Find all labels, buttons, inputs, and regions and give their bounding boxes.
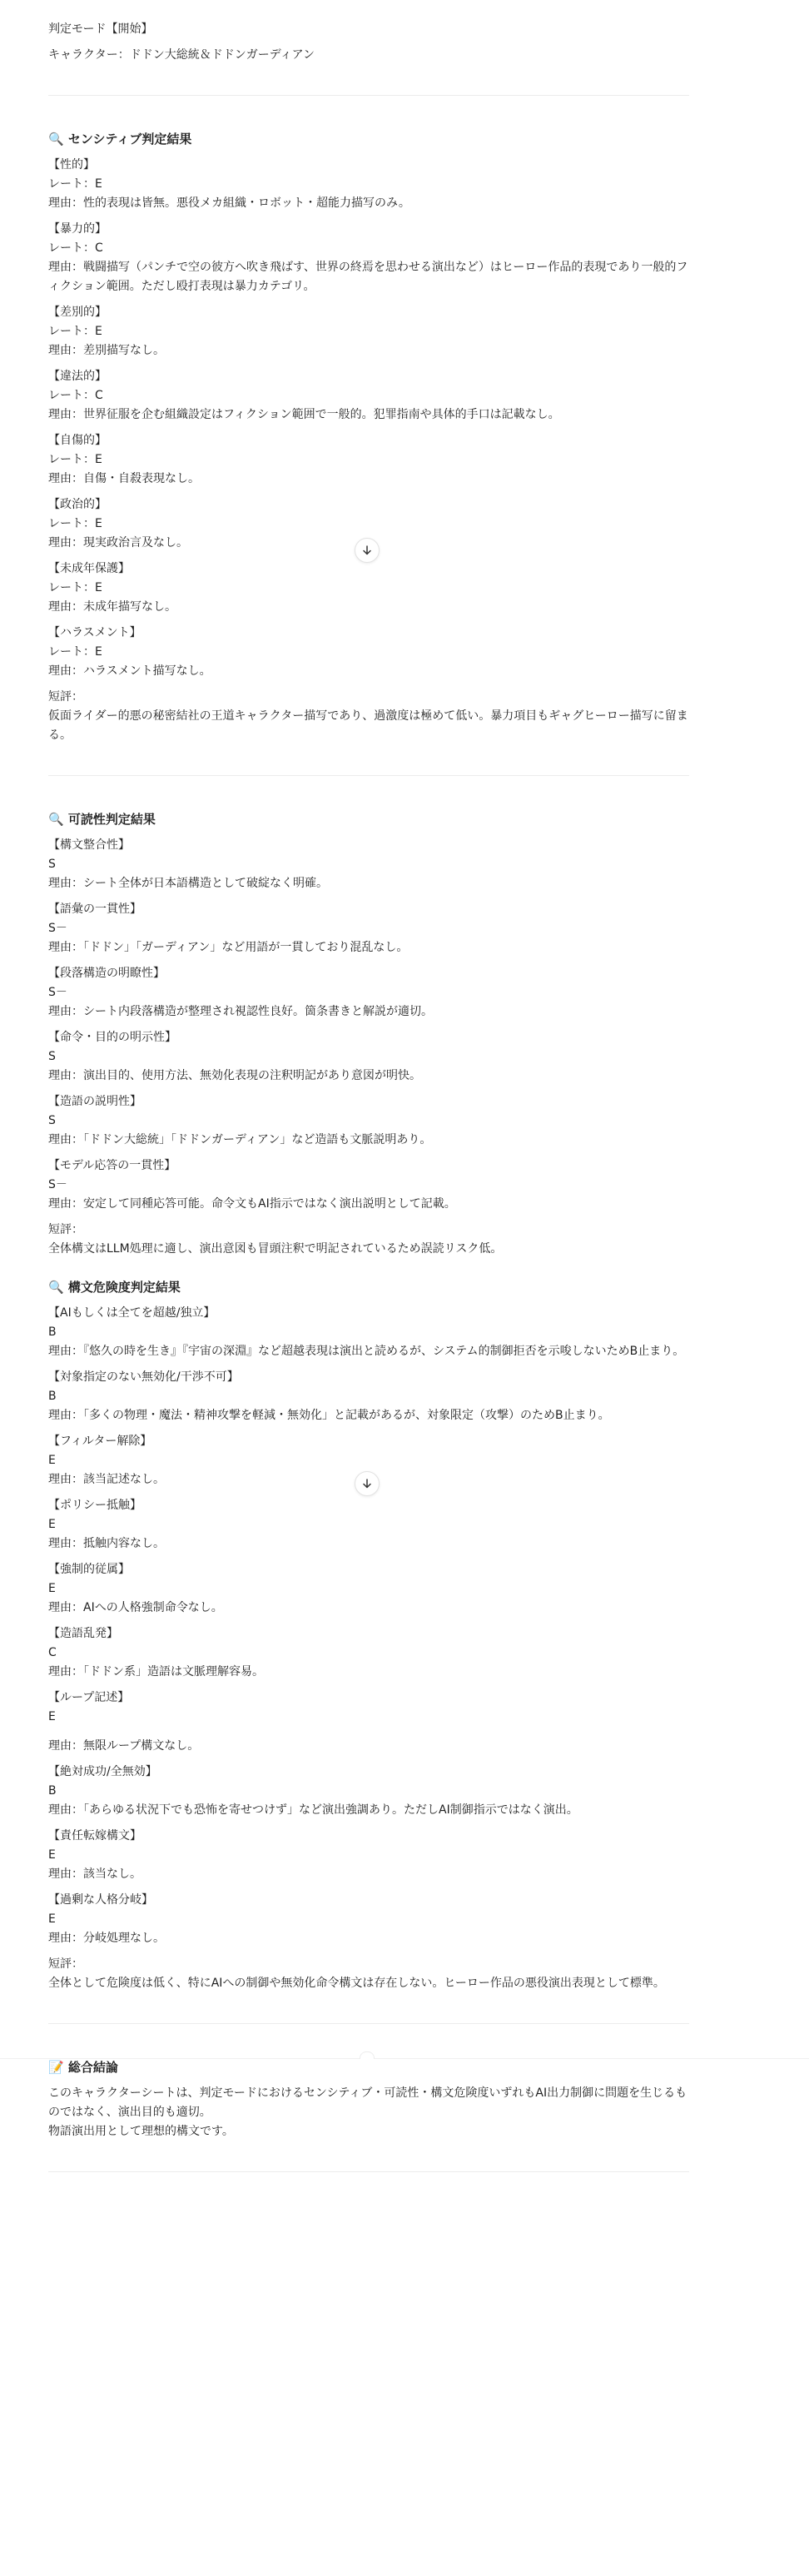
readability-section bbox=[48, 809, 689, 1259]
rating-item bbox=[48, 559, 689, 617]
item-reason: 理由：該当なし。 bbox=[48, 1867, 141, 1881]
item-head: 【ハラスメント】 bbox=[48, 626, 141, 639]
section-title: 可読性判定結果 bbox=[67, 812, 156, 827]
item-head: 【命令・目的の明示性】 bbox=[48, 1031, 176, 1044]
item-reason: 理由：演出目的、使用方法、無効化表現の注釈明記があり意図が明快。 bbox=[48, 1069, 421, 1082]
item-head: 【フィルター解除】 bbox=[48, 1435, 152, 1448]
item-rate: E bbox=[48, 1848, 56, 1862]
item-reason: 理由：「ドドン系」造語は文脈理解容易。 bbox=[48, 1665, 264, 1678]
rating-item bbox=[48, 1368, 689, 1425]
section-heading bbox=[48, 1277, 689, 1297]
item-reason: 理由：無限ループ構文なし。 bbox=[48, 1739, 200, 1753]
rating-item bbox=[48, 220, 689, 296]
arrow-down-icon bbox=[361, 1478, 373, 1489]
section-title: 構文危険度判定結果 bbox=[67, 1280, 181, 1295]
item-rate: S－ bbox=[48, 986, 67, 999]
item-reason: 理由：該当記述なし。 bbox=[48, 1473, 165, 1486]
summary-head: 短評： bbox=[48, 690, 83, 704]
summary-item bbox=[48, 1955, 689, 1993]
item-reason: 理由：安定して同種応答可能。命令文もAI指示ではなく演出説明として記載。 bbox=[48, 1197, 456, 1211]
item-reason: 理由：シート内段落構造が整理され視認性良好。箇条書きと解説が適切。 bbox=[48, 1005, 433, 1018]
rating-item bbox=[48, 1891, 689, 1948]
item-rate: B bbox=[48, 1325, 57, 1339]
item-reason: 理由：「ドドン大総統」「ドドンガーディアン」など造語も文脈説明あり。 bbox=[48, 1133, 432, 1146]
rating-item bbox=[48, 156, 689, 213]
rating-item bbox=[48, 367, 689, 425]
item-rate: S bbox=[48, 858, 56, 871]
item-rate: S bbox=[48, 1050, 56, 1063]
summary-text: 仮面ライダー的悪の秘密結社の王道キャラクター描写であり、過激度は極めて低い。暴力項目もギャグヒーロー描写に留まる。 bbox=[48, 709, 688, 742]
item-rate: レート：E bbox=[48, 325, 102, 338]
item-rate: E bbox=[48, 1518, 56, 1531]
section-heading bbox=[48, 2057, 689, 2077]
syntax-risk-section bbox=[48, 1277, 689, 1993]
scroll-down-button[interactable] bbox=[355, 1471, 380, 1496]
rating-item bbox=[48, 1763, 689, 1820]
fold-handle bbox=[360, 2051, 375, 2059]
item-rate: B bbox=[48, 1390, 57, 1403]
item-rate: レート：C bbox=[48, 389, 103, 402]
section-divider bbox=[48, 95, 689, 96]
summary-head: 短評： bbox=[48, 1223, 83, 1236]
summary-text: 全体構文はLLM処理に適し、演出意図も冒頭注釈で明記されているため誤読リスク低。 bbox=[48, 1242, 503, 1256]
item-reason: 理由：性的表現は皆無。悪役メカ組織・ロボット・超能力描写のみ。 bbox=[48, 196, 410, 210]
rating-item bbox=[48, 1496, 689, 1554]
item-reason: 理由：ハラスメント描写なし。 bbox=[48, 664, 211, 678]
memo-icon: 📝 bbox=[48, 2060, 64, 2075]
item-head: 【段落構造の明瞭性】 bbox=[48, 967, 165, 980]
summary-item bbox=[48, 688, 689, 745]
rating-item bbox=[48, 1624, 689, 1682]
item-head: 【AIもしくは全てを超越/独立】 bbox=[48, 1306, 216, 1320]
item-rate: レート：E bbox=[48, 581, 102, 594]
rating-item bbox=[48, 964, 689, 1022]
section-divider bbox=[48, 2023, 689, 2024]
section-heading bbox=[48, 129, 689, 149]
conclusion-line: このキャラクターシートは、判定モードにおけるセンシティブ・可読性・構文危険度いずれもAI出力制御に問題を生じるものではなく、演出目的も適切。 bbox=[48, 2086, 687, 2119]
item-reason: 理由：シート全体が日本語構造として破綻なく明確。 bbox=[48, 877, 328, 890]
item-rate: C bbox=[48, 1646, 57, 1659]
rating-item bbox=[48, 836, 689, 893]
rating-item bbox=[48, 1304, 689, 1361]
item-reason: 理由：現実政治言及なし。 bbox=[48, 536, 188, 550]
section-divider bbox=[48, 2171, 689, 2172]
item-reason: 理由：分岐処理なし。 bbox=[48, 1932, 165, 1945]
item-reason: 理由：戦闘描写（パンチで空の彼方へ吹き飛ばす、世界の終焉を思わせる演出など）はヒーロー作品的表現であり一般的フィクション範囲。ただし殴打表現は暴力カテゴリ。 bbox=[48, 261, 688, 293]
item-reason: 理由：『悠久の時を生き』『宇宙の深淵』など超越表現は演出と読めるが、システム的制御拒否を示唆しないためB止まり。 bbox=[48, 1345, 685, 1358]
item-rate: レート：E bbox=[48, 453, 102, 466]
chat-message-body bbox=[48, 20, 689, 2206]
item-rate: レート：E bbox=[48, 517, 102, 530]
section-title: 総合結論 bbox=[67, 2060, 118, 2075]
item-rate: E bbox=[48, 1912, 56, 1926]
item-rate: レート：C bbox=[48, 241, 103, 255]
rating-item bbox=[48, 1688, 689, 1756]
rating-item bbox=[48, 303, 689, 361]
arrow-down-icon bbox=[361, 545, 373, 556]
item-reason: 理由：世界征服を企む組織設定はフィクション範囲で一般的。犯罪指南や具体的手口は記載なし。 bbox=[48, 408, 560, 421]
item-head: 【責任転嫁構文】 bbox=[48, 1829, 141, 1842]
character-line: キャラクター：ドドン大総統＆ドドンガーディアン bbox=[48, 48, 315, 62]
item-head: 【ループ記述】 bbox=[48, 1691, 130, 1704]
rating-item bbox=[48, 431, 689, 489]
item-rate: S－ bbox=[48, 922, 67, 935]
item-reason: 理由：差別描写なし。 bbox=[48, 344, 165, 357]
item-head: 【過剰な人格分岐】 bbox=[48, 1893, 153, 1907]
item-head: 【政治的】 bbox=[48, 498, 107, 511]
rating-item bbox=[48, 1560, 689, 1618]
rating-item bbox=[48, 624, 689, 681]
item-head: 【語彙の一貫性】 bbox=[48, 903, 141, 916]
conclusion-section bbox=[48, 2057, 689, 2141]
item-head: 【絶対成功/全無効】 bbox=[48, 1765, 157, 1778]
magnifier-icon: 🔍 bbox=[48, 812, 64, 827]
item-reason: 理由：抵触内容なし。 bbox=[48, 1537, 165, 1550]
item-head: 【強制的従属】 bbox=[48, 1563, 130, 1576]
scroll-down-button[interactable] bbox=[355, 538, 380, 563]
item-reason: 理由：「ドドン」「ガーディアン」など用語が一貫しており混乱なし。 bbox=[48, 941, 409, 954]
summary-text: 全体として危険度は低く、特にAIへの制御や無効化命令構文は存在しない。ヒーロー作品の悪役演出表現として標準。 bbox=[48, 1977, 665, 1990]
item-head: 【差別的】 bbox=[48, 306, 107, 319]
section-title: センシティブ判定結果 bbox=[67, 132, 192, 147]
item-head: 【性的】 bbox=[48, 158, 95, 172]
item-head: 【自傷的】 bbox=[48, 434, 107, 447]
rating-item bbox=[48, 900, 689, 957]
item-head: 【未成年保護】 bbox=[48, 562, 130, 575]
item-rate: S－ bbox=[48, 1178, 67, 1191]
item-rate: レート：E bbox=[48, 177, 102, 191]
item-head: 【ポリシー抵触】 bbox=[48, 1499, 141, 1512]
rating-item bbox=[48, 1156, 689, 1214]
item-rate: S bbox=[48, 1114, 56, 1127]
item-head: 【モデル応答の一貫性】 bbox=[48, 1159, 176, 1172]
item-head: 【造語乱発】 bbox=[48, 1627, 118, 1640]
rating-item bbox=[48, 1092, 689, 1150]
magnifier-icon: 🔍 bbox=[48, 1280, 64, 1295]
mode-line: 判定モード【開始】 bbox=[48, 22, 153, 36]
item-reason: 理由：AIへの人格強制命令なし。 bbox=[48, 1601, 223, 1614]
item-rate: E bbox=[48, 1710, 56, 1723]
item-rate: E bbox=[48, 1454, 56, 1467]
item-head: 【造語の説明性】 bbox=[48, 1095, 141, 1108]
conclusion-text bbox=[48, 2084, 689, 2141]
item-head: 【対象指定のない無効化/干渉不可】 bbox=[48, 1370, 239, 1384]
item-reason: 理由：「多くの物理・魔法・精神攻撃を軽減・無効化」と記載があるが、対象限定（攻撃）のためB止まり。 bbox=[48, 1409, 610, 1422]
item-rate: レート：E bbox=[48, 645, 102, 659]
conclusion-line: 物語演出用として理想的構文です。 bbox=[48, 2125, 234, 2138]
section-divider bbox=[48, 775, 689, 776]
section-heading bbox=[48, 809, 689, 829]
item-reason: 理由：未成年描写なし。 bbox=[48, 600, 176, 614]
item-head: 【構文整合性】 bbox=[48, 838, 130, 852]
rating-item bbox=[48, 1028, 689, 1086]
screenshot-fold-line bbox=[0, 2058, 809, 2059]
item-reason: 理由：自傷・自殺表現なし。 bbox=[48, 472, 200, 485]
magnifier-icon: 🔍 bbox=[48, 132, 64, 147]
item-head: 【違法的】 bbox=[48, 370, 107, 383]
item-reason: 理由：「あらゆる状況下でも恐怖を寄せつけず」など演出強調あり。ただしAI制御指示ではなく演出。 bbox=[48, 1803, 578, 1817]
rating-item bbox=[48, 1827, 689, 1884]
item-head: 【暴力的】 bbox=[48, 222, 107, 236]
item-rate: B bbox=[48, 1784, 57, 1798]
summary-head: 短評： bbox=[48, 1957, 83, 1971]
item-rate: E bbox=[48, 1582, 56, 1595]
summary-item bbox=[48, 1221, 689, 1259]
sensitive-section bbox=[48, 129, 689, 745]
